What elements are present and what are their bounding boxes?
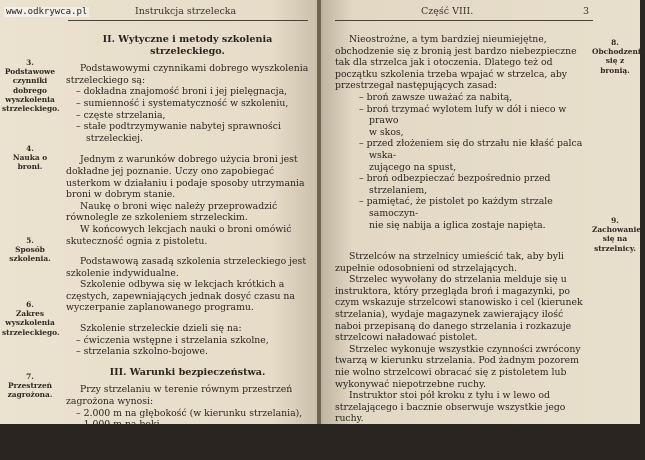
paragraph: Instruktor stoi pół kroku z tyłu i w lewo od strzelającego i bacznie obserwuje wszystkie jego ruchy.: [335, 390, 566, 425]
list-item: – sumienność i systematyczność w szkoleniu,: [76, 97, 289, 109]
list-item-continuation: nie się nabija a iglica zostaje napięta.: [369, 219, 546, 231]
paragraph: W końcowych lekcjach nauki o broni omówić skuteczność ognia z pistoletu.: [66, 223, 292, 247]
paragraph: Strzelec wywołany do strzelania melduje się u instruktora, który przegląda broń i magazynki, po czym wskazuje strzelcowi stanowisko i cel (kierunek strzelania), wydaje magazynek zawierający ilość naboi przepisaną do danego strzelania i rozkazuje strzelcowi naładować pistolet.: [335, 274, 583, 344]
paragraph: Szkolenie strzeleckie dzieli się na:: [80, 323, 242, 335]
paragraph: Podstawowymi czynnikami dobrego wyszkolenia strzeleckiego są:: [66, 63, 309, 86]
margin-note-8: [592, 38, 645, 75]
right-body: [335, 34, 591, 460]
margin-note-3: [2, 58, 58, 113]
paragraph: Strzelec wykonuje wszystkie czynności zwrócony twarzą w kierunku strzelania. Pod żadnym pozorem nie wolno strzelcowi obracać się z pistoletem lub wykonywać niepotrzebne ruchy.: [335, 343, 581, 390]
margin-note-number: 9.: [611, 216, 619, 225]
list-item: – 1.000 m na boki: [76, 419, 160, 431]
list-item: – strzelania szkolno-bojowe.: [76, 346, 208, 358]
margin-note-5: [2, 236, 58, 264]
watermark: www.odkrywca.pl: [6, 7, 88, 17]
left-page: [0, 0, 319, 431]
right-page-number: 3: [583, 6, 590, 17]
paragraph: Naukę o broni więc należy przeprowadzić równolegle ze szkoleniem strzeleckim.: [66, 200, 278, 224]
paragraph: Strzelców na strzelnicy umieścić tak, aby byli zupełnie odosobnieni od strzelających.: [335, 251, 564, 274]
list-item: – broń trzymać wylotem lufy w dół i nieco w prawo: [359, 103, 567, 127]
margin-note-7: [2, 372, 58, 400]
paragraph: Szczególną uwagę zwraca na ładowanie, rozładowywanie, zabezpieczanie i odbezpieczanie pistoletu.: [335, 425, 570, 460]
section-heading: II. Wytyczne i metody szkolenia strzeleckiego.: [102, 34, 273, 57]
paragraph: Szkolenie odbywa się w lekcjach krótkich a częstych, zapewniających jednak dosyć czasu na wyczerpanie zaplanowanego programu.: [66, 279, 295, 314]
section-heading: III. Warunki bezpieczeństwa.: [109, 366, 266, 378]
margin-note-text: Zachowanie się na strzelnicy.: [592, 225, 642, 253]
list-item: – pamiętać, że pistolet po każdym strzale samoczyn-: [359, 196, 553, 219]
paragraph: Podstawową zasadą szkolenia strzeleckiego jest szkolenie indywidualne.: [66, 256, 307, 279]
left-body: [66, 34, 309, 431]
list-item: – 2.000 m na głębokość (w kierunku strzelania),: [76, 407, 303, 419]
list-item: – broń odbezpieczać bezpośrednio przed strzelaniem,: [359, 173, 551, 196]
margin-note-text: Przestrzeń zagrożona.: [7, 381, 53, 400]
list-item: – ćwiczenia wstępne i strzelania szkolne,: [76, 334, 269, 346]
left-header-rule: [68, 20, 308, 21]
margin-note-text: Nauka o broni.: [12, 153, 48, 172]
margin-note-6: [2, 300, 58, 337]
margin-note-text: Obchodzenie się z bronią.: [592, 47, 645, 75]
left-running-title: Instrukcja strzelecka: [135, 6, 237, 17]
list-item: – częste strzelania,: [76, 109, 166, 121]
right-page: [321, 0, 645, 460]
margin-note-text: Zakres wyszkolenia strzeleckiego.: [2, 309, 60, 337]
margin-note-number: 3.: [26, 58, 34, 67]
margin-note-number: 5.: [26, 236, 34, 245]
margin-note-number: 7.: [26, 372, 34, 381]
list-item: – przed złożeniem się do strzału nie kłaść palca wska-: [359, 138, 583, 161]
paragraph: Przy strzelaniu w terenie równym przestrzeń zagrożona wynosi:: [66, 384, 293, 408]
margin-note-4: [2, 144, 58, 172]
list-item: – dokładna znajomość broni i jej pielęgnacja,: [76, 86, 288, 98]
margin-note-text: Podstawowe czynniki dobrego wyszkolenia strzeleckiego.: [2, 67, 60, 114]
list-item-continuation: w skos,: [369, 126, 404, 138]
list-item: – stałe podtrzymywanie nabytej sprawności strzeleckiej.: [76, 121, 281, 144]
margin-note-number: 4.: [26, 144, 34, 153]
margin-note-text: Sposób szkolenia.: [9, 245, 51, 264]
right-header-rule: [335, 20, 593, 21]
list-item-continuation: zującego na spust,: [369, 161, 457, 173]
right-running-title: Część VIII.: [421, 6, 474, 17]
list-item: – broń zawsze uważać za nabitą,: [359, 91, 513, 103]
paragraph: Nieostrożne, a tym bardziej nieumiejętne, obchodzenie się z bronią jest bardzo niebezpieczne tak dla strzelca jak i otoczenia. Dlatego też od początku szkolenia trzeba wpajać w strzelca, aby przestrzegał następujących zasad:: [335, 34, 577, 92]
paragraph: Jednym z warunków dobrego użycia broni jest dokładne jej poznanie. Uczy ono zapobiegać usterkom w działaniu i podaje sposoby utrzymania broni w dobrym stanie.: [66, 154, 305, 201]
margin-note-number: 6.: [26, 300, 34, 309]
margin-note-number: 8.: [611, 38, 619, 47]
margin-note-9: [592, 216, 642, 253]
